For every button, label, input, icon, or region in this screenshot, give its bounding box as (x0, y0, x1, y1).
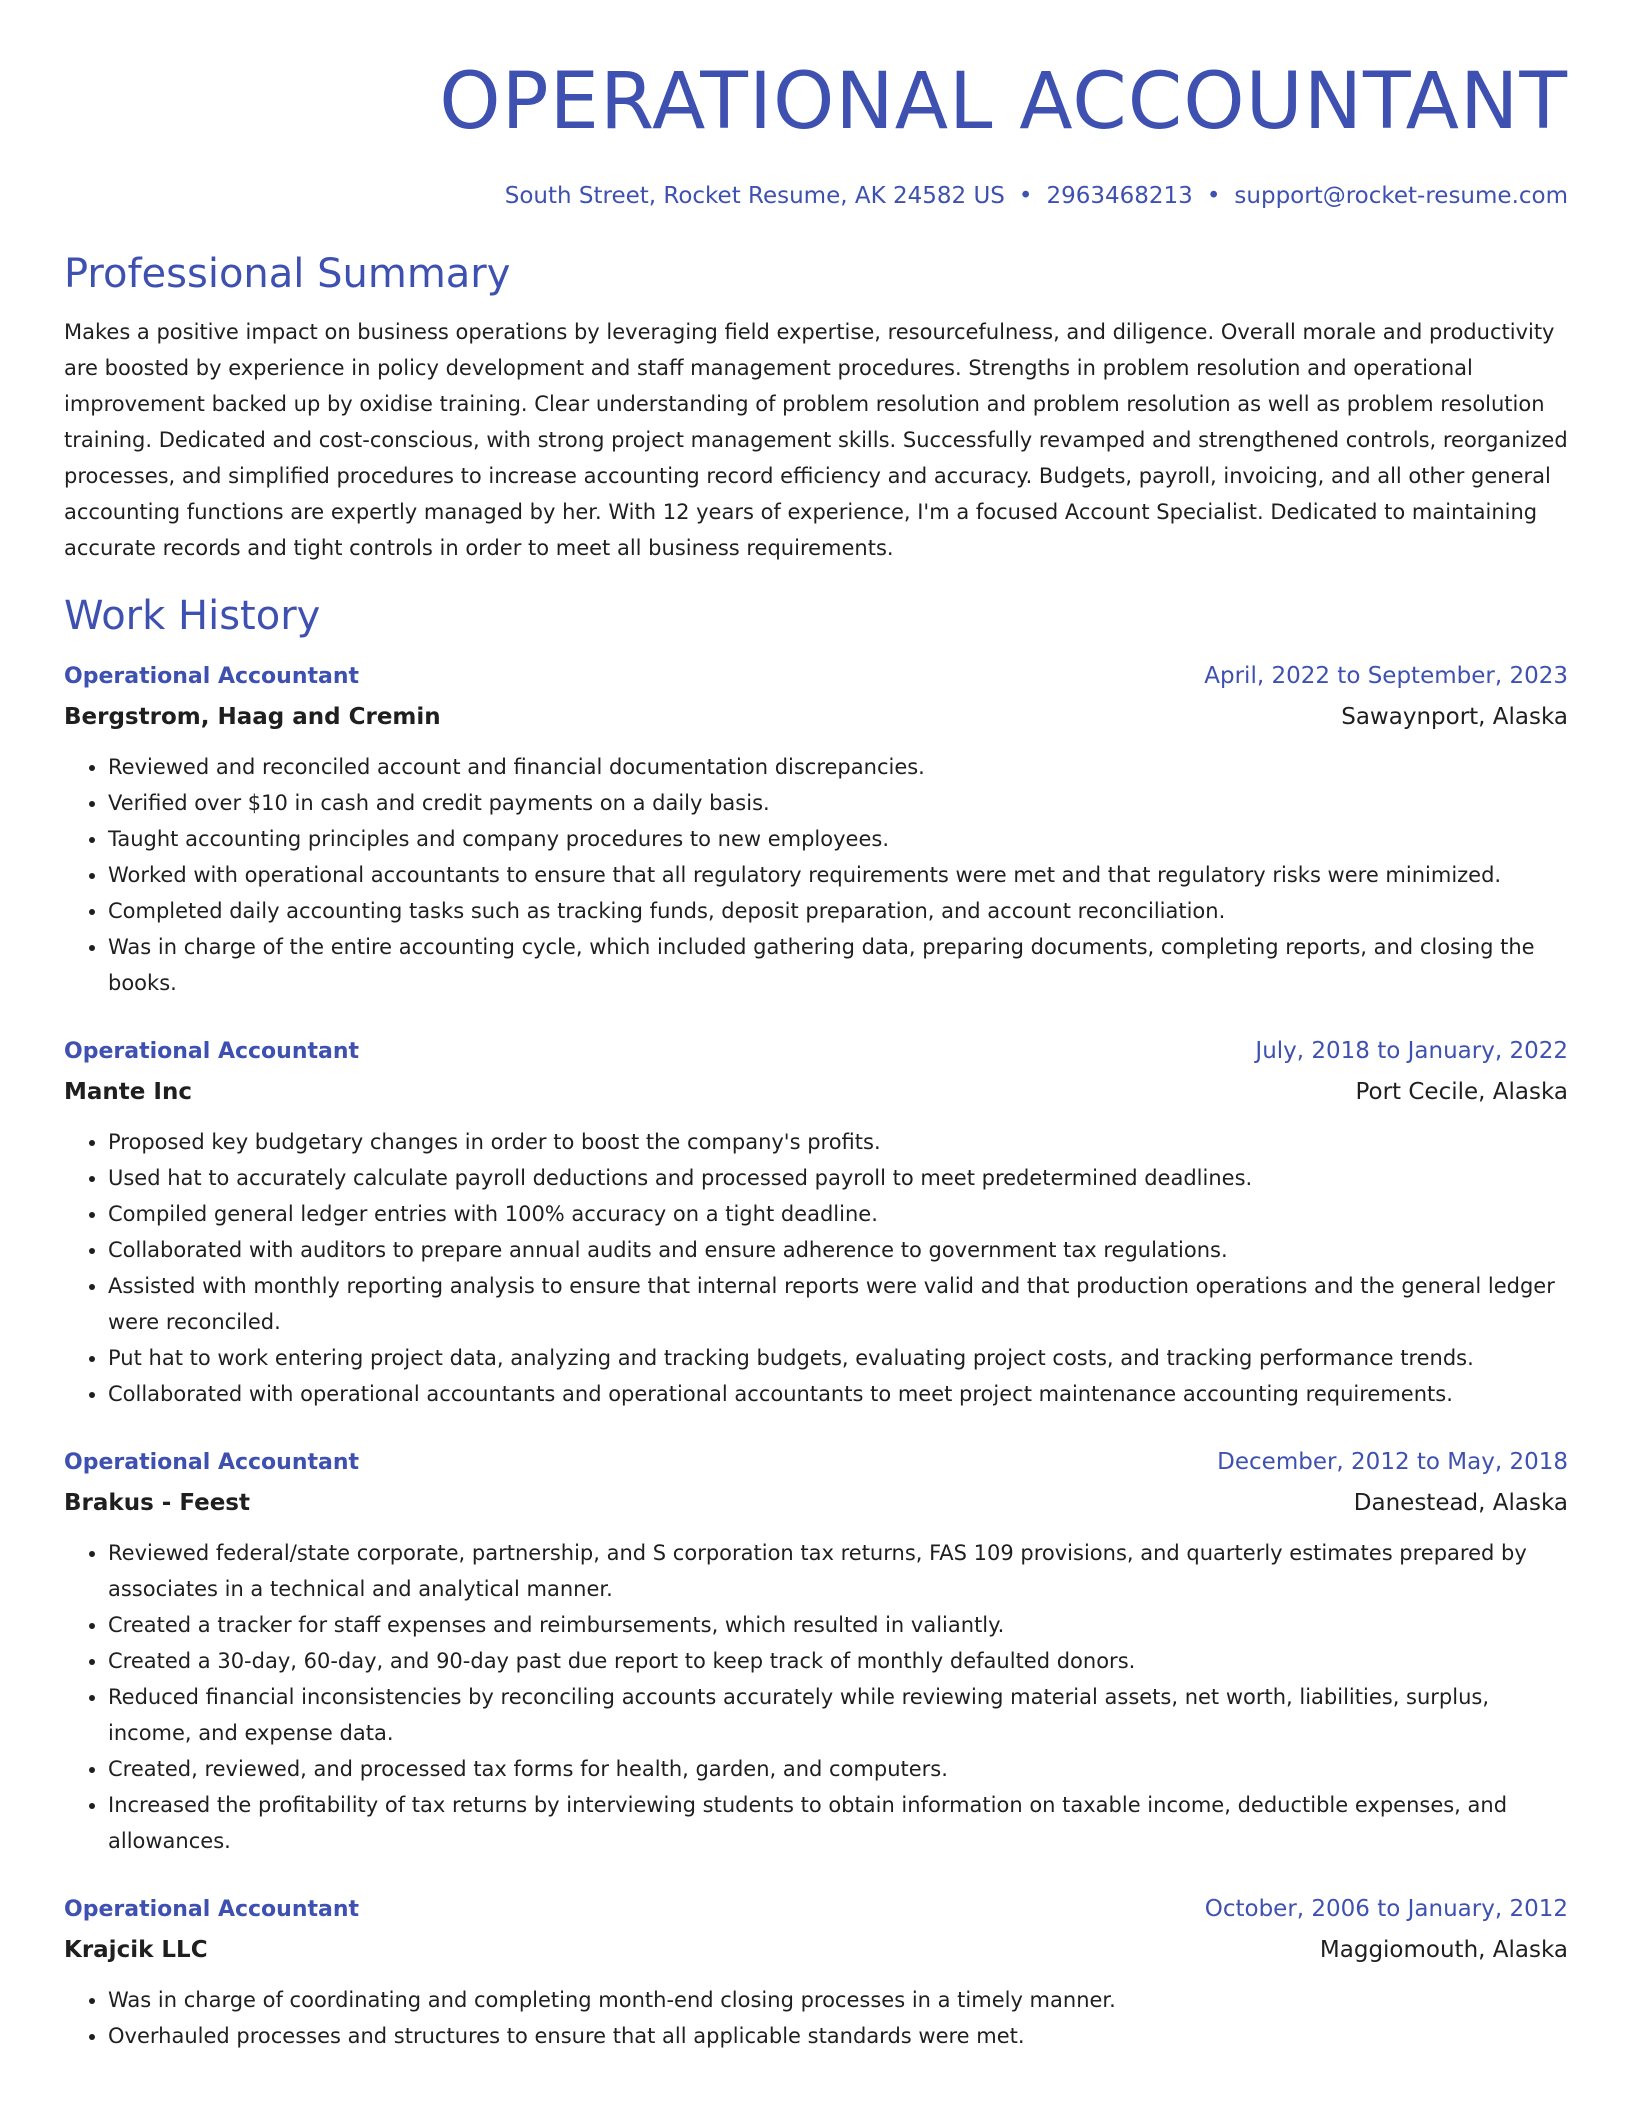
job-bullet: • Created a 30-day, 60-day, and 90-day past due report to keep track of monthly defaulted donors. (108, 1643, 1568, 1679)
job-title-row (64, 1031, 1568, 1072)
contact-separator: • (1018, 183, 1033, 209)
contact-separator: • (1206, 183, 1221, 209)
job-company: Krajcik LLC (64, 1937, 208, 1963)
job-bullet: • Overhauled processes and structures to ensure that all applicable standards were met. (108, 2018, 1568, 2054)
summary-heading: Professional Summary (64, 251, 511, 297)
job-bullets (64, 749, 1568, 1001)
job-entry (64, 656, 1568, 1001)
contact-phone: 2963468213 (1046, 183, 1193, 209)
summary-section (64, 248, 1568, 566)
job-title: Operational Accountant (64, 1450, 360, 1475)
contact-email: support@rocket-resume.com (1234, 183, 1568, 209)
work-history-section (64, 590, 1568, 2054)
job-location: Maggiomouth, Alaska (1319, 1937, 1568, 1963)
candidate-name: OPERATIONAL ACCOUNTANT (439, 57, 1568, 147)
summary-text: Makes a positive impact on business operations by leveraging field expertise, resourcefulness, and diligence. Overall morale and productivity are boosted by experience in policy development and staff management procedures. Strengths in problem resolution and operational improvement backed up by oxidise training. Clear understanding of problem resolution and problem resolution as well as problem resolution training. Dedicated and cost-conscious, with strong project management skills. Successfully revamped and strengthened controls, reorganized processes, and simplified procedures to increase accounting record efficiency and accuracy. Budgets, payroll, invoicing, and all other general accounting functions are expertly managed by her. With 12 years of experience, I'm a focused Account Specialist. Dedicated to maintaining accurate records and tight controls in order to meet all business requirements. (64, 320, 1568, 560)
job-entry (64, 1889, 1568, 2054)
job-bullet: • Reviewed federal/state corporate, partnership, and S corporation tax returns, FAS 109 provisions, and quarterly estimates prepared by associates in a technical and analytical manner. (108, 1535, 1568, 1607)
job-location: Danestead, Alaska (1353, 1490, 1568, 1516)
job-title-row (64, 1442, 1568, 1483)
job-bullet: • Collaborated with auditors to prepare annual audits and ensure adherence to government tax regulations. (108, 1232, 1568, 1268)
job-bullet: • Was in charge of the entire accounting cycle, which included gathering data, preparing documents, completing reports, and closing the books. (108, 929, 1568, 1001)
job-location: Port Cecile, Alaska (1355, 1079, 1568, 1105)
contact-address: South Street, Rocket Resume, AK 24582 US (504, 183, 1005, 209)
job-bullet: • Assisted with monthly reporting analysis to ensure that internal reports were valid and that production operations and the general ledger were reconciled. (108, 1268, 1568, 1340)
job-title: Operational Accountant (64, 1897, 360, 1922)
job-dates: July, 2018 to January, 2022 (1255, 1038, 1568, 1064)
job-company: Mante Inc (64, 1079, 192, 1105)
job-title: Operational Accountant (64, 1039, 360, 1064)
job-location: Sawaynport, Alaska (1341, 704, 1568, 730)
job-entry (64, 1442, 1568, 1859)
job-bullet: • Collaborated with operational accountants and operational accountants to meet project maintenance accounting requirements. (108, 1376, 1568, 1412)
job-bullet: • Created a tracker for staff expenses and reimbursements, which resulted in valiantly. (108, 1607, 1568, 1643)
job-title-row (64, 656, 1568, 697)
job-bullet: • Created, reviewed, and processed tax forms for health, garden, and computers. (108, 1751, 1568, 1787)
job-bullet: • Used hat to accurately calculate payroll deductions and processed payroll to meet predetermined deadlines. (108, 1160, 1568, 1196)
job-bullet: • Worked with operational accountants to ensure that all regulatory requirements were met and that regulatory risks were minimized. (108, 857, 1568, 893)
job-company: Brakus - Feest (64, 1490, 250, 1516)
job-bullet: • Completed daily accounting tasks such as tracking funds, deposit preparation, and account reconciliation. (108, 893, 1568, 929)
job-dates: December, 2012 to May, 2018 (1217, 1449, 1568, 1475)
job-company-row (64, 1072, 1568, 1112)
job-dates: April, 2022 to September, 2023 (1204, 663, 1568, 689)
job-bullet: • Reviewed and reconciled account and financial documentation discrepancies. (108, 749, 1568, 785)
job-bullet: • Increased the profitability of tax returns by interviewing students to obtain information on taxable income, deductible expenses, and allowances. (108, 1787, 1568, 1859)
job-bullet: • Verified over $10 in cash and credit payments on a daily basis. (108, 785, 1568, 821)
job-bullet: • Compiled general ledger entries with 100% accuracy on a tight deadline. (108, 1196, 1568, 1232)
job-bullets (64, 1535, 1568, 1859)
job-company-row (64, 697, 1568, 737)
job-title: Operational Accountant (64, 664, 360, 689)
job-bullets (64, 1982, 1568, 2054)
job-company: Bergstrom, Haag and Cremin (64, 704, 441, 730)
job-dates: October, 2006 to January, 2012 (1204, 1896, 1568, 1922)
job-entry (64, 1031, 1568, 1412)
job-company-row (64, 1930, 1568, 1970)
job-bullet: • Proposed key budgetary changes in order to boost the company's profits. (108, 1124, 1568, 1160)
job-bullet: • Taught accounting principles and company procedures to new employees. (108, 821, 1568, 857)
resume-header (64, 0, 1568, 212)
work-history-heading: Work History (64, 593, 321, 639)
contact-line (64, 180, 1568, 212)
job-bullets (64, 1124, 1568, 1412)
job-title-row (64, 1889, 1568, 1930)
job-bullet: • Put hat to work entering project data, analyzing and tracking budgets, evaluating project costs, and tracking performance trends. (108, 1340, 1568, 1376)
job-company-row (64, 1483, 1568, 1523)
job-bullet: • Reduced financial inconsistencies by reconciling accounts accurately while reviewing material assets, net worth, liabilities, surplus, income, and expense data. (108, 1679, 1568, 1751)
job-bullet: • Was in charge of coordinating and completing month-end closing processes in a timely manner. (108, 1982, 1568, 2018)
